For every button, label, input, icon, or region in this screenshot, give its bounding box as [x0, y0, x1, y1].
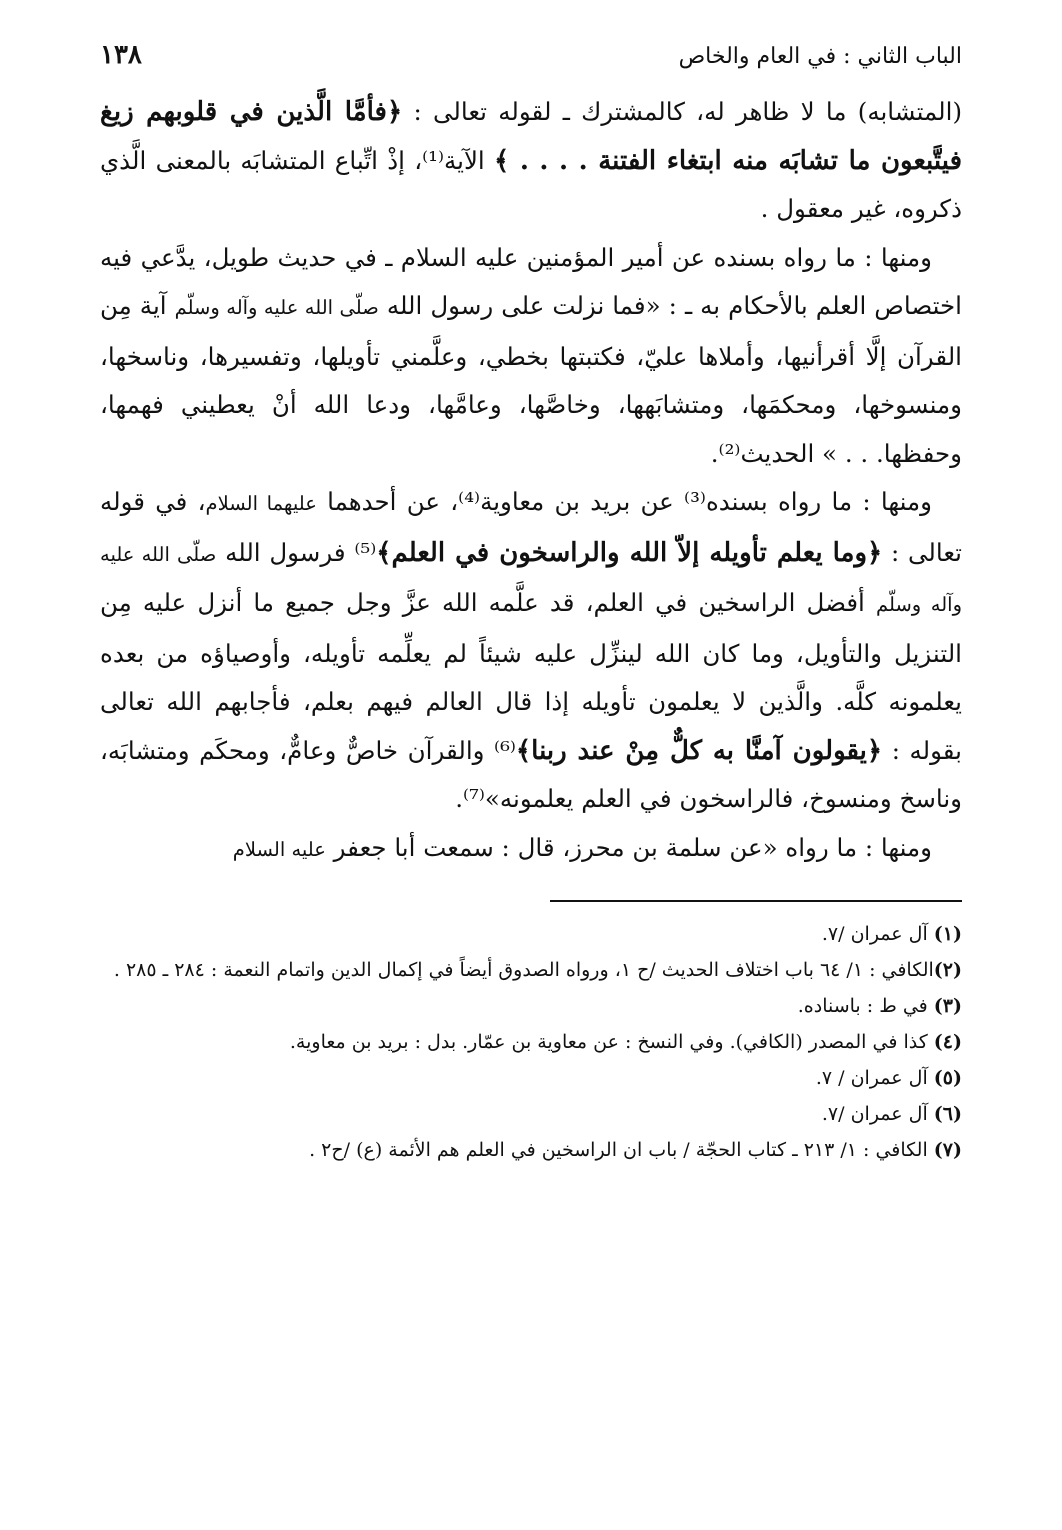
footnote-number: (٦) [933, 1103, 962, 1125]
text-run: ، عن أحدهما [316, 487, 459, 516]
text-run: فرسول الله [216, 537, 355, 567]
footnotes [100, 916, 962, 1168]
footnote-divider [550, 900, 962, 902]
footnote-ref: ⁽⁴⁾ [458, 487, 481, 516]
paragraph-1 [100, 88, 962, 234]
footnote-number: (٤) [933, 1031, 962, 1053]
footnote-1 [100, 916, 962, 952]
salutation: عليهما السلام [205, 492, 317, 515]
text-run: (المتشابه) ما لا ظاهر له، كالمشترك ـ لقوله تعالى : [402, 97, 963, 126]
salutation: صلّى الله عليه وآله وسلّم [100, 542, 962, 616]
text-run: . [455, 784, 464, 813]
footnote-number: (٣) [933, 995, 962, 1017]
footnote-ref: ⁽³⁾ [684, 487, 706, 516]
footnote-text: الكافي : ١/ ٦٤ باب اختلاف الحديث /ح ١، ورواه الصدوق أيضاً في إكمال الدين واتمام النعمة : ٢٨٤ ـ ٢٨٥ . [113, 959, 934, 981]
text-run: الآية [444, 145, 495, 175]
footnote-3 [100, 988, 962, 1024]
footnote-4 [100, 1024, 962, 1060]
text-run: عن بريد بن معاوية [480, 487, 685, 516]
footnote-number: (٧) [933, 1139, 962, 1161]
salutation: صلّى الله عليه وآله وسلّم [174, 296, 379, 319]
footnote-text: آل عمران /٧. [821, 923, 934, 945]
footnote-number: (٥) [933, 1067, 962, 1089]
footnote-text: آل عمران / ٧. [815, 1067, 934, 1089]
footnote-text: كذا في المصدر (الكافي). وفي النسخ : عن معاوية بن عمّار. بدل : بريد بن معاوية. [289, 1031, 934, 1053]
text-run: . [710, 438, 719, 468]
text-run: ، إذْ اتِّباع المتشابَه بالمعنى الَّذي ذكروه، غير معقول . [100, 145, 962, 223]
footnote-number: (١) [933, 923, 962, 945]
quran-quote: ﴿فأمَّا الَّذين في قلوبهم زيغ فيتَّبعون ما تشابَه منه ابتغاء الفتنة . . . . ﴾ [100, 97, 962, 176]
text-run: ، في قوله تعالى : [100, 487, 962, 567]
text-run: ومنها : ما رواه بسنده [705, 487, 932, 516]
salutation: عليه السلام [232, 837, 326, 861]
footnote-number: (٢) [933, 959, 962, 981]
footnote-2 [100, 952, 962, 988]
footnote-ref: ⁽¹⁾ [422, 145, 444, 175]
book-page [100, 36, 962, 1168]
text-run: ومنها : ما رواه بسنده عن أمير المؤمنين عليه السلام ـ في حديث طويل، يدَّعي فيه اختصاص العلم بالأحكام به ـ : «فما نزلت على رسول الله [100, 242, 962, 320]
quran-quote: ﴿وما يعلم تأويله إلاّ الله والراسخون في العلم﴾ [376, 537, 883, 568]
main-text [100, 88, 962, 874]
page-number: ١٣٨ [100, 40, 142, 70]
footnote-ref: ⁽⁷⁾ [463, 784, 485, 813]
footnote-text: الكافي : ١/ ٢١٣ ـ كتاب الحجّة / باب ان الراسخين في العلم هم الأئمة (ع) /ح٢ . [309, 1139, 934, 1161]
paragraph-3 [100, 478, 962, 824]
footnote-5 [100, 1060, 962, 1096]
footnote-7 [100, 1132, 962, 1168]
footnote-text: في ط : باسناده. [797, 995, 934, 1017]
text-run: ومنها : ما رواه «عن سلمة بن محرز، قال : سمعت أبا جعفر [325, 832, 932, 862]
running-title: الباب الثاني : في العام والخاص [678, 44, 962, 69]
footnote-ref: ⁽⁶⁾ [494, 735, 516, 765]
footnote-6 [100, 1096, 962, 1132]
paragraph-4 [100, 824, 962, 875]
footnote-ref: ⁽⁵⁾ [354, 537, 377, 567]
page-header [100, 36, 962, 88]
footnote-text: آل عمران /٧. [821, 1103, 934, 1125]
footnote-ref: ⁽²⁾ [718, 438, 741, 468]
text-run: آية مِن القرآن إلَّا أقرأنيها، وأملاها عليّ، فكتبتها بخطي، وعلَّمني تأويلها، وتفسيرها، وناسخها، ومنسوخها، ومحكمَها، ومتشابَهها، وخاصَّها، وعامَّها، ودعا الله أنْ يعطيني فهمها، وحفظها. . . » الحديث [100, 291, 962, 468]
quran-quote: ﴿يقولون آمنَّا به كلٌّ مِنْ عند ربنا﴾ [515, 735, 883, 766]
paragraph-2 [100, 234, 962, 479]
text-run: والقرآن خاصٌّ وعامٌّ، ومحكَم ومتشابَه، وناسخ ومنسوخ، فالراسخون في العلم يعلمونه» [100, 735, 962, 813]
text-run: أفضل الراسخين في العلم، قد علَّمه الله عزَّ وجل جميع ما أنزل عليه مِن التنزيل والتأويل، وما كان الله لينزِّل عليه شيئاً لم يعلِّمه تأويله، وأوصياؤه من بعده يعلمونه كلَّه. والَّذين لا يعلمون تأويله إذا قال العالم فيهم بعلم، فأجابهم الله تعالى بقوله : [100, 588, 962, 765]
